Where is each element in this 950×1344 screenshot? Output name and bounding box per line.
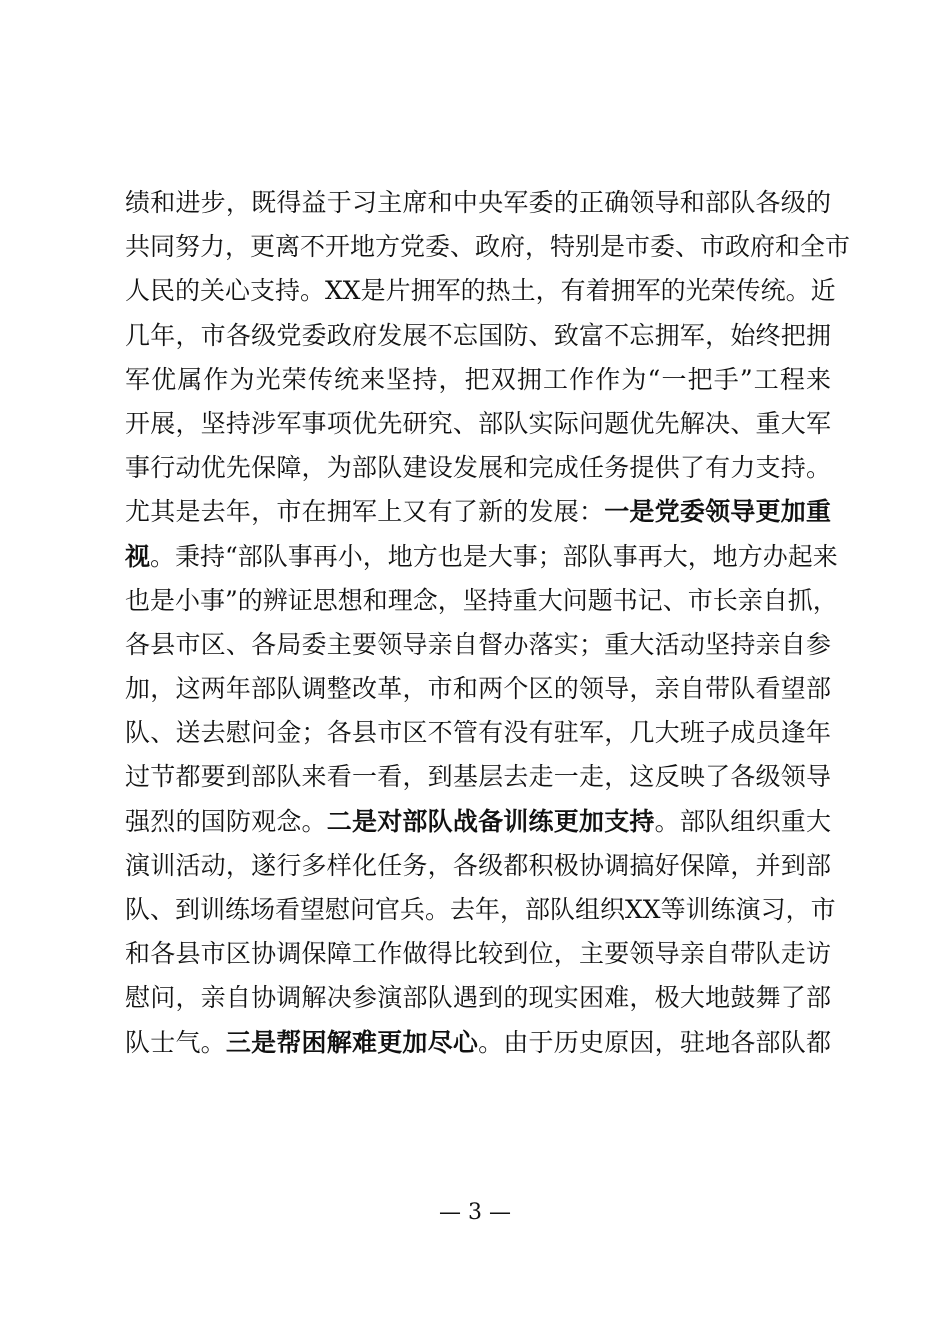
text-segment: 加，这两年部队调整改革，市和两个区的领导，亲自带队看望部 — [125, 674, 831, 704]
body-text — [125, 181, 851, 1065]
text-line — [125, 888, 836, 932]
bold-text-segment: 二是对部队战备训练更加支持 — [326, 806, 655, 836]
text-line — [125, 535, 838, 579]
text-segment: 队、到训练场看望慰问官兵。去年，部队组织XX等训练演习，市 — [125, 895, 836, 924]
text-segment: 尤其是去年，市在拥军上又有了新的发展： — [125, 497, 605, 527]
text-line — [125, 181, 831, 225]
text-line — [125, 446, 831, 490]
text-line — [125, 755, 831, 799]
text-line — [125, 976, 831, 1020]
text-segment: 。部队组织重大 — [654, 806, 831, 836]
text-segment: 和各县市区协调保障工作做得比较到位，主要领导亲自带队走访 — [125, 939, 831, 969]
text-segment: 几年，市各级党委政府发展不忘国防、致富不忘拥军，始终把拥 — [125, 320, 831, 350]
text-line — [125, 932, 831, 976]
text-segment: 队、送去慰问金；各县市区不管有没有驻军，几大班子成员逢年 — [125, 718, 831, 748]
text-segment: 队士气。 — [125, 1027, 226, 1057]
text-segment: 。秉持“部队事再小，地方也是大事；部队事再大，地方办起来 — [150, 541, 838, 571]
page-number: — 3 — — [439, 1200, 511, 1225]
text-segment: 绩和进步，既得益于习主席和中央军委的正确领导和部队各级的 — [125, 188, 831, 217]
text-segment: 慰问，亲自协调解决参演部队遇到的现实困难，极大地鼓舞了部 — [125, 983, 831, 1013]
text-line — [125, 225, 851, 269]
text-segment: 开展，坚持涉军事项优先研究、部队实际问题优先解决、重大军 — [125, 408, 831, 438]
text-line — [125, 314, 831, 358]
bold-text-segment: 一是党委领导更加重 — [604, 497, 831, 527]
text-line — [125, 579, 838, 623]
text-line — [125, 667, 831, 711]
text-segment: 军优属作为光荣传统来坚持，把双拥工作作为“一把手”工程来 — [125, 364, 831, 394]
text-line — [125, 358, 831, 402]
text-segment: 演训活动，遂行多样化任务，各级都积极协调搞好保障，并到部 — [125, 850, 831, 880]
bold-text-segment: 三是帮困解难更加尽心 — [225, 1027, 479, 1057]
text-line — [125, 402, 831, 446]
text-segment: 人民的关心支持。XX是片拥军的热土，有着拥军的光荣传统。近 — [125, 276, 836, 306]
text-segment: 强烈的国防观念。 — [125, 806, 327, 836]
text-line — [125, 490, 831, 534]
text-segment: 事行动优先保障，为部队建设发展和完成任务提供了有力支持。 — [125, 453, 831, 483]
text-line — [125, 269, 836, 313]
text-line — [125, 1021, 831, 1065]
text-line — [125, 711, 831, 755]
bold-text-segment: 视 — [125, 541, 151, 571]
text-line — [125, 844, 831, 888]
text-segment: 。由于历史原因，驻地各部队都 — [478, 1027, 831, 1057]
text-line — [125, 623, 831, 667]
text-segment: 共同努力，更离不开地方党委、政府，特别是市委、市政府和全市 — [125, 232, 851, 262]
text-segment: 过节都要到部队来看一看，到基层去走一走，这反映了各级领导 — [125, 762, 831, 792]
text-segment: 也是小事”的辨证思想和理念，坚持重大问题书记、市长亲自抓， — [125, 585, 838, 615]
text-line — [125, 800, 831, 844]
text-segment: 各县市区、各局委主要领导亲自督办落实；重大活动坚持亲自参 — [125, 629, 831, 659]
